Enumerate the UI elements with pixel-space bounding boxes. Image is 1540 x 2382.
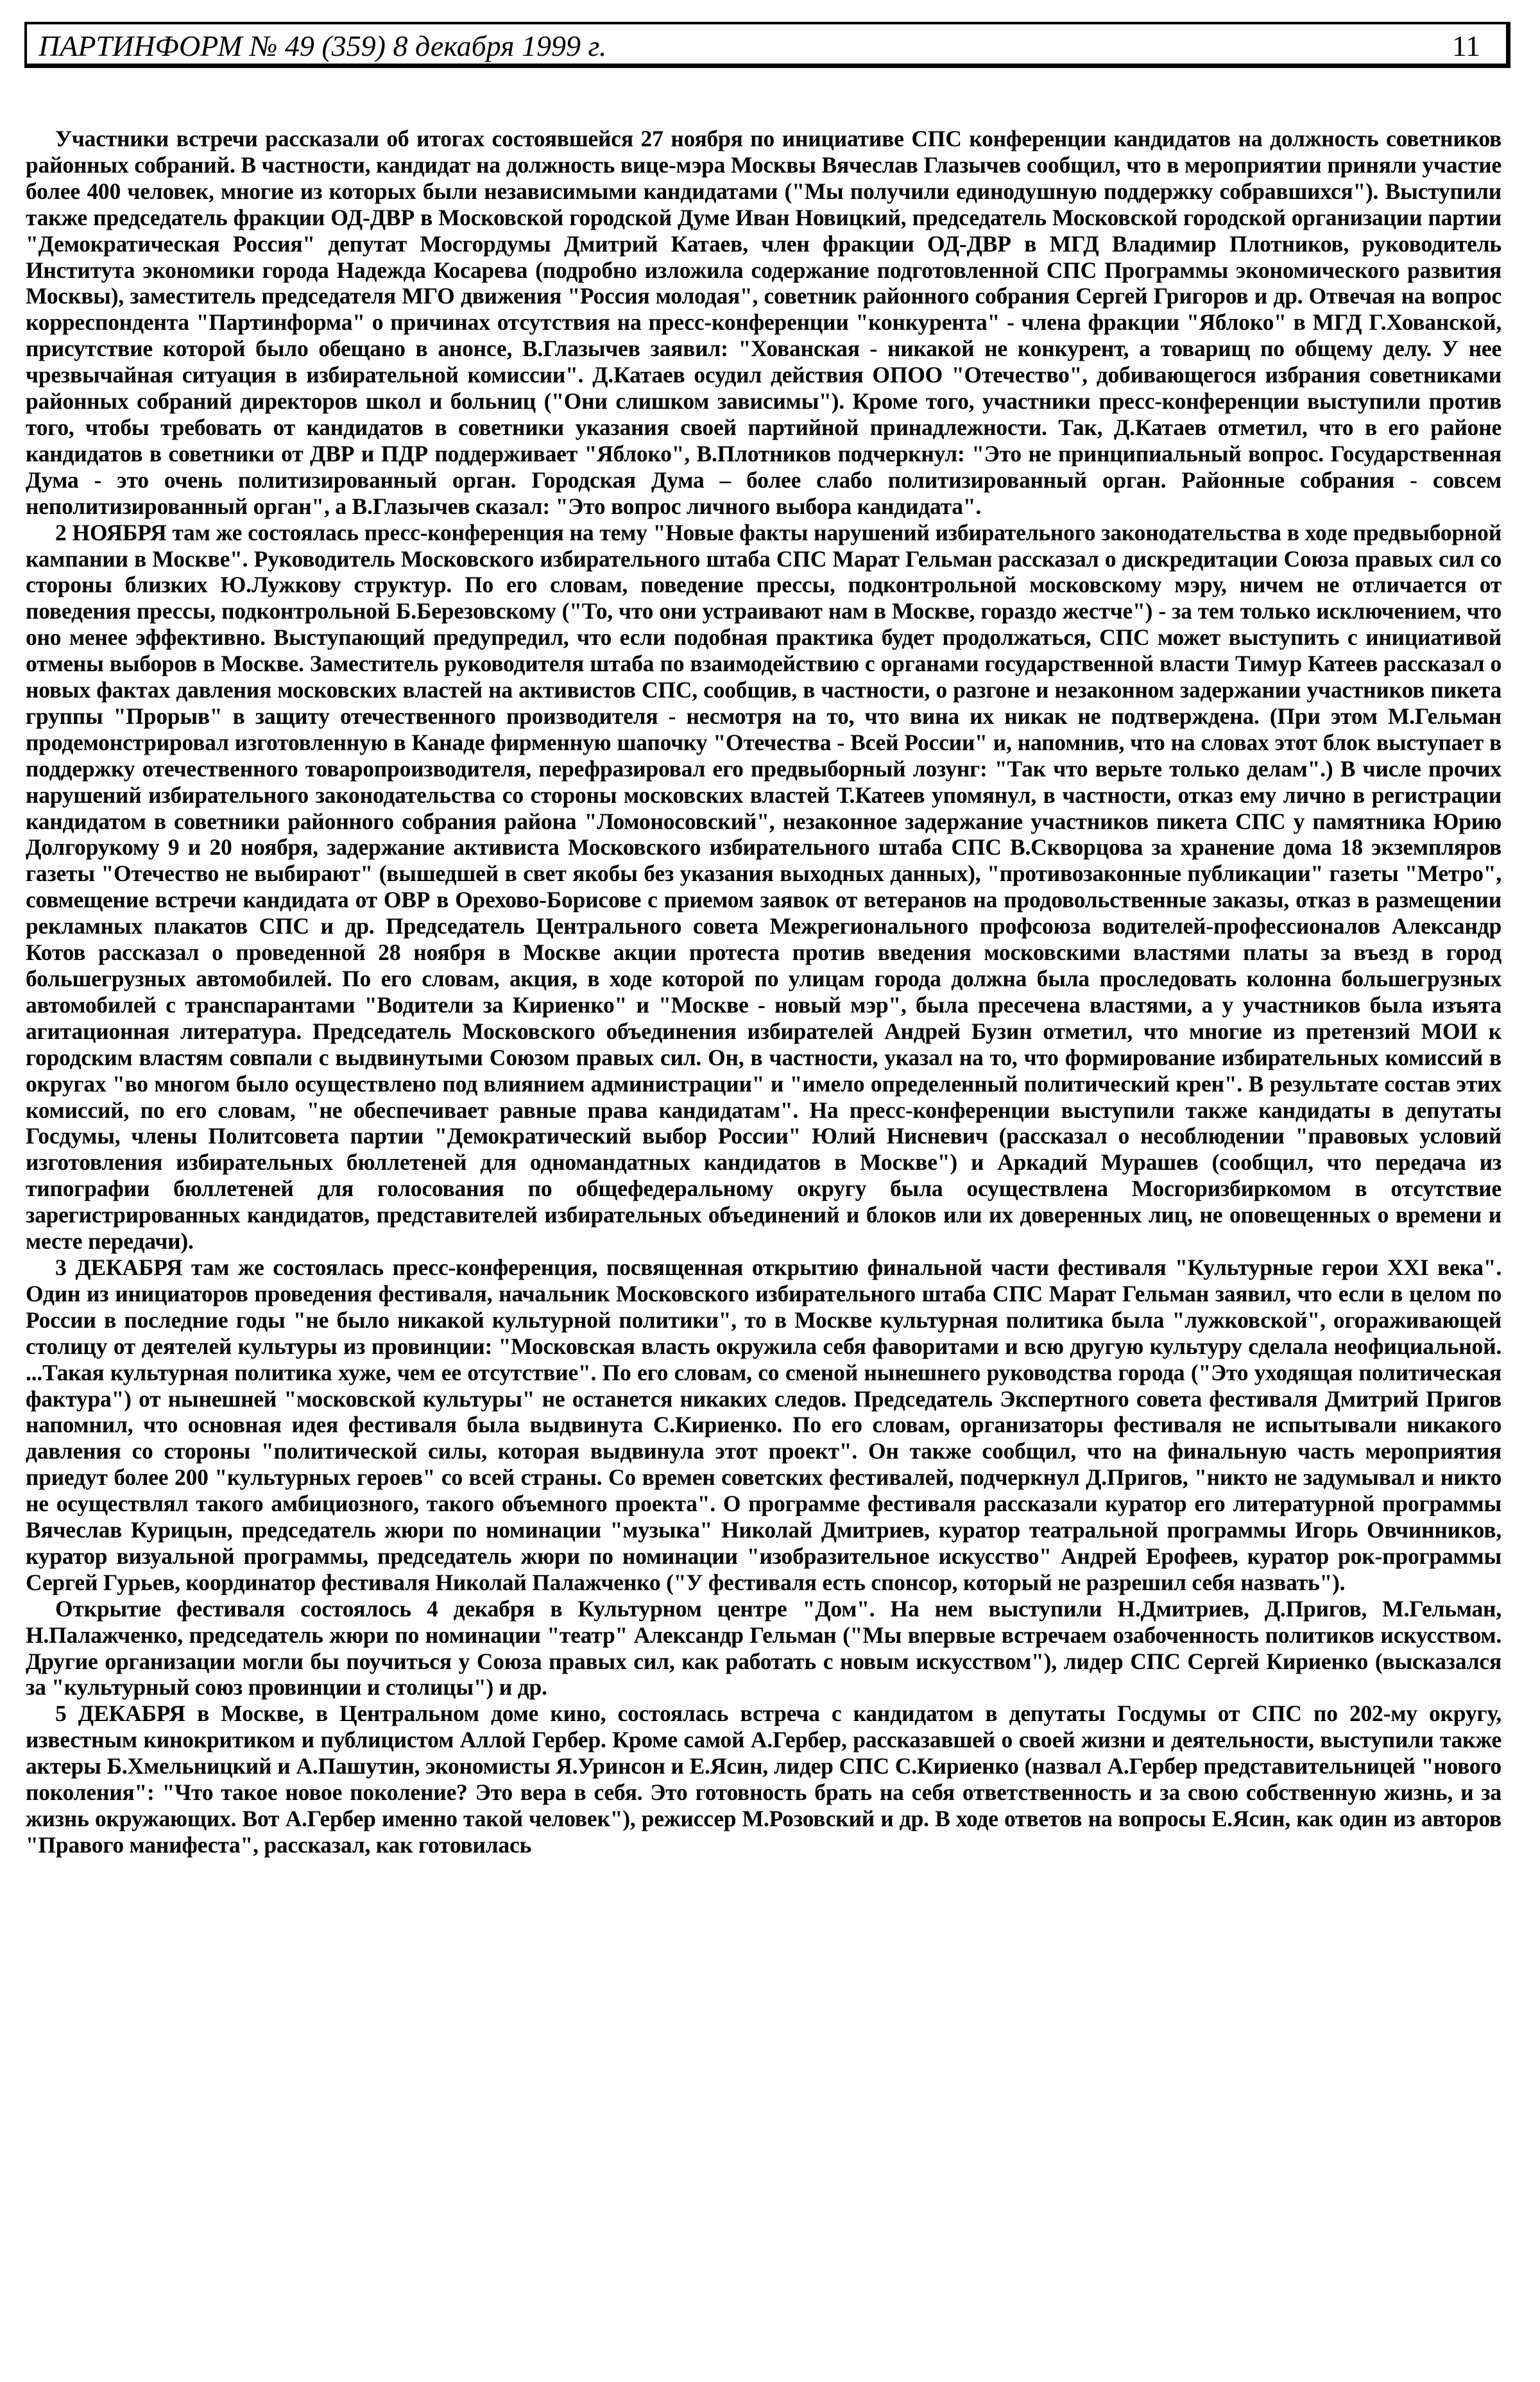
publication-title: ПАРТИНФОРМ № 49 (359) 8 декабря 1999 г. (38, 30, 607, 62)
article-body (26, 126, 1502, 1858)
page-header (24, 22, 1510, 68)
paragraph-festival-opening: Открытие фестиваля состоялось 4 декабря в Культурном центре "Дом". На нем выступили Н.Дмитриев, Д.Пригов, М.Гельман, Н.Палажченко, председатель жюри по номинации "театр" Александр Гельман ("Мы впервые встречаем озабоченность политиков искусством. Другие организации могли бы поучиться у Союза правых сил, как работать с новым искусством"), лидер СПС Сергей Кириенко (высказался за "культурный союз провинции и столицы") и др. (26, 1595, 1502, 1701)
paragraph-december-3: 3 ДЕКАБРЯ там же состоялась пресс-конференция, посвященная открытию финальной части фестиваля "Культурные герои XXI века". Один из инициаторов проведения фестиваля, начальник Московского избирательного штаба СПС Марат Гельман заявил, что если в целом по России в последние годы "не было никакой культурной политики", то в Москве культурная политика была "лужковской", огораживающей столицу от деятелей культуры из провинции: "Московская власть окружила себя фаворитами и всю другую культуру сделала неофициальной. ...Такая культурная политика хуже, чем ее отсутствие". По его словам, со сменой нынешнего руководства города ("Это уходящая политическая фактура") от нынешней "московской культуры" не останется никаких следов. Председатель Экспертного совета фестиваля Дмитрий Пригов напомнил, что основная идея фестиваля была выдвинута С.Кириенко. По его словам, организаторы фестиваля не испытывали никакого давления со стороны "политической силы, которая выдвинула этот проект". Он также сообщил, что на финальную часть мероприятия приедут более 200 "культурных героев" со всей страны. Со времен советских фестивалей, подчеркнул Д.Пригов, "никто не задумывал и никто не осуществлял такого амбициозного, такого объемного проекта". О программе фестиваля рассказали куратор его литературной программы Вячеслав Курицын, председатель жюри по номинации "музыка" Николай Дмитриев, куратор театральной программы Игорь Овчинников, куратор визуальной программы, председатель жюри по номинации "изобразительное искусство" Андрей Ерофеев, куратор рок-программы Сергей Гурьев, координатор фестиваля Николай Палажченко ("У фестиваля есть спонсор, который не разрешил себя назвать"). (26, 1254, 1502, 1595)
paragraph-november-2: 2 НОЯБРЯ там же состоялась пресс-конференция на тему "Новые факты нарушений избирательного законодательства в ходе предвыборной кампании в Москве". Руководитель Московского избирательного штаба СПС Марат Гельман рассказал о дискредитации Союза правых сил со стороны близких Ю.Лужкову структур. По его словам, поведение прессы, подконтрольной московскому мэру, ничем не отличается от поведения прессы, подконтрольной Б.Березовскому ("То, что они устраивают нам в Москве, гораздо жестче") - за тем только исключением, что оно менее эффективно. Выступающий предупредил, что если подобная практика будет продолжаться, СПС может выступить с инициативой отмены выборов в Москве. Заместитель руководителя штаба по взаимодействию с органами государственной власти Тимур Катеев рассказал о новых фактах давления московских властей на активистов СПС, сообщив, в частности, о разгоне и незаконном задержании участников пикета группы "Прорыв" в защиту отечественного производителя - несмотря на то, что вина их никак не подтверждена. (При этом М.Гельман продемонстрировал изготовленную в Канаде фирменную шапочку "Отечества - Всей России" и, напомнив, что на словах этот блок выступает в поддержку отечественного товаропроизводителя, перефразировал его предвыборный лозунг: "Так что верьте только делам".) В числе прочих нарушений избирательного законодательства со стороны московских властей Т.Катеев упомянул, в частности, отказ ему лично в регистрации кандидатом в советники районного собрания района "Ломоносовский", незаконное задержание участников пикета СПС у памятника Юрию Долгорукому 9 и 20 ноября, задержание активиста Московского избирательного штаба СПС В.Скворцова за хранение дома 18 экземпляров газеты "Отечество не выбирают" (вышедшей в свет якобы без указания выходных данных), "противозаконные публикации" газеты "Метро", совмещение встречи кандидата от ОВР в Орехово-Борисове с приемом заявок от ветеранов на продовольственные заказы, отказ в размещении рекламных плакатов СПС и др. Председатель Центрального совета Межрегионального профсоюза водителей-профессионалов Александр Котов рассказал о проведенной 28 ноября в Москве акции протеста против введения московскими властями платы за въезд в город большегрузных автомобилей. По его словам, акция, в ходе которой по улицам города должна была проследовать колонна большегрузных автомобилей с транспарантами "Водители за Кириенко" и "Москве - новый мэр", была пресечена властями, а у участников была изъята агитационная литература. Председатель Московского объединения избирателей Андрей Бузин отметил, что многие из претензий МОИ к городским властям совпали с выдвинутыми Союзом правых сил. Он, в частности, указал на то, что формирование избирательных комиссий в округах "во многом было осуществлено под влиянием администрации" и "имело определенный политический крен". В результате состав этих комиссий, по его словам, "не обеспечивает равные права кандидатам". На пресс-конференции выступили также кандидаты в депутаты Госдумы, члены Политсовета партии "Демократический выбор России" Юлий Нисневич (рассказал о несоблюдении "правовых условий изготовления избирательных бюллетеней для одномандатных кандидатов в Москве") и Аркадий Мурашев (сообщил, что передача из типографии бюллетеней для голосования по общефедеральному округу была осуществлена Мосгоризбиркомом в отсутствие зарегистрированных кандидатов, представителей избирательных объединений и блоков или их доверенных лиц, не оповещенных о времени и месте передачи). (26, 519, 1502, 1255)
page-number: 11 (1451, 30, 1480, 62)
paragraph-december-5: 5 ДЕКАБРЯ в Москве, в Центральном доме кино, состоялась встреча с кандидатом в депутаты Госдумы от СПС по 202-му округу, известным кинокритиком и публицистом Аллой Гербер. Кроме самой А.Гербер, рассказавшей о своей жизни и деятельности, выступили также актеры Б.Хмельницкий и А.Пашутин, экономисты Я.Уринсон и Е.Ясин, лидер СПС С.Кириенко (назвал А.Гербер представительницей "нового поколения": "Что такое новое поколение? Это вера в себя. Это готовность брать на себя ответственность и за свою собственную жизнь, и за жизнь окружающих. Вот А.Гербер именно такой человек"), режиссер М.Розовский и др. В ходе ответов на вопросы Е.Ясин, как один из авторов "Правого манифеста", рассказал, как готовилась (26, 1701, 1502, 1858)
paragraph-conference-results: Участники встречи рассказали об итогах состоявшейся 27 ноября по инициативе СПС конференции кандидатов на должность советников районных собраний. В частности, кандидат на должность вице-мэра Москвы Вячеслав Глазычев сообщил, что в мероприятии приняли участие более 400 человек, многие из которых были независимыми кандидатами ("Мы получили единодушную поддержку собравшихся"). Выступили также председатель фракции ОД-ДВР в Московской городской Думе Иван Новицкий, председатель Московской городской организации партии "Демократическая Россия" депутат Мосгордумы Дмитрий Катаев, член фракции ОД-ДВР в МГД Владимир Плотников, руководитель Института экономики города Надежда Косарева (подробно изложила содержание подготовленной СПС Программы экономического развития Москвы), заместитель председателя МГО движения "Россия молодая", советник районного собрания Сергей Григоров и др. Отвечая на вопрос корреспондента "Партинформа" о причинах отсутствия на пресс-конференции "конкурента" - члена фракции "Яблоко" в МГД Г.Хованской, присутствие которой было обещано в анонсе, В.Глазычев заявил: "Хованская - никакой не конкурент, а товарищ по общему делу. У нее чрезвычайная ситуация в избирательной комиссии". Д.Катаев осудил действия ОПОО "Отечество", добивающегося избрания советниками районных собраний директоров школ и больниц ("Они слишком зависимы"). Кроме того, участники пресс-конференции выступили против того, чтобы требовать от кандидатов в советники указания своей партийной принадлежности. Так, Д.Катаев отметил, что в его районе кандидатов в советники от ДВР и ПДР поддерживает "Яблоко", В.Плотников подчеркнул: "Это не принципиальный вопрос. Государственная Дума - это очень политизированный орган. Городская Дума – более слабо политизированный орган. Районные собрания - совсем неполитизированный орган", а В.Глазычев сказал: "Это вопрос личного выбора кандидата". (26, 126, 1502, 519)
